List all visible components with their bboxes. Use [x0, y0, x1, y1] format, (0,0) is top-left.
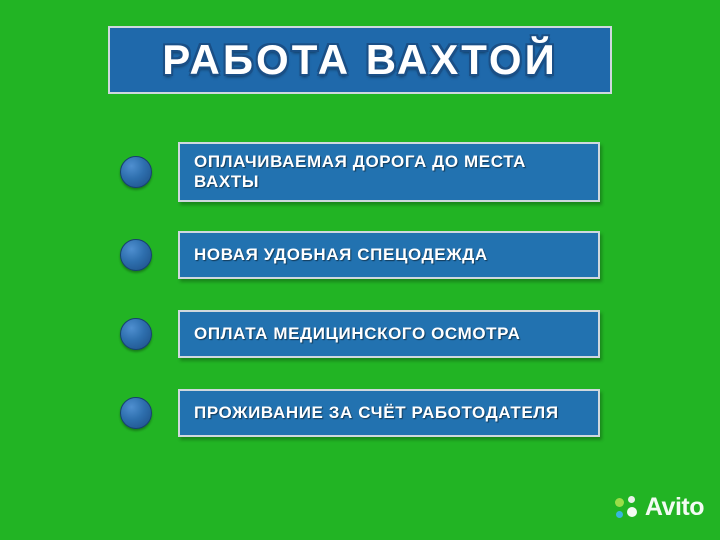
benefit-box [178, 231, 600, 279]
list-item [120, 387, 600, 439]
bullet-dot-icon [120, 156, 152, 188]
avito-logo-icon [615, 496, 639, 520]
benefit-text: НОВАЯ УДОБНАЯ СПЕЦОДЕЖДА [194, 245, 488, 265]
list-item [120, 308, 600, 360]
title-banner [108, 26, 612, 94]
bullet-dot-icon [120, 397, 152, 429]
bullet-dot-icon [120, 239, 152, 271]
benefit-text: ОПЛАТА МЕДИЦИНСКОГО ОСМОТРА [194, 324, 521, 344]
benefit-text: ПРОЖИВАНИЕ ЗА СЧЁТ РАБОТОДАТЕЛЯ [194, 403, 559, 423]
list-item [120, 142, 600, 202]
benefit-box [178, 389, 600, 437]
benefits-list [120, 142, 600, 466]
bullet-dot-icon [120, 318, 152, 350]
avito-wordmark: Avito [644, 493, 704, 521]
avito-watermark [615, 493, 704, 522]
benefit-box [178, 310, 600, 358]
benefit-text: ОПЛАЧИВАЕМАЯ ДОРОГА ДО МЕСТА ВАХТЫ [194, 152, 526, 191]
page-title: РАБОТА ВАХТОЙ [162, 36, 558, 83]
list-item [120, 229, 600, 281]
benefit-box [178, 142, 600, 202]
